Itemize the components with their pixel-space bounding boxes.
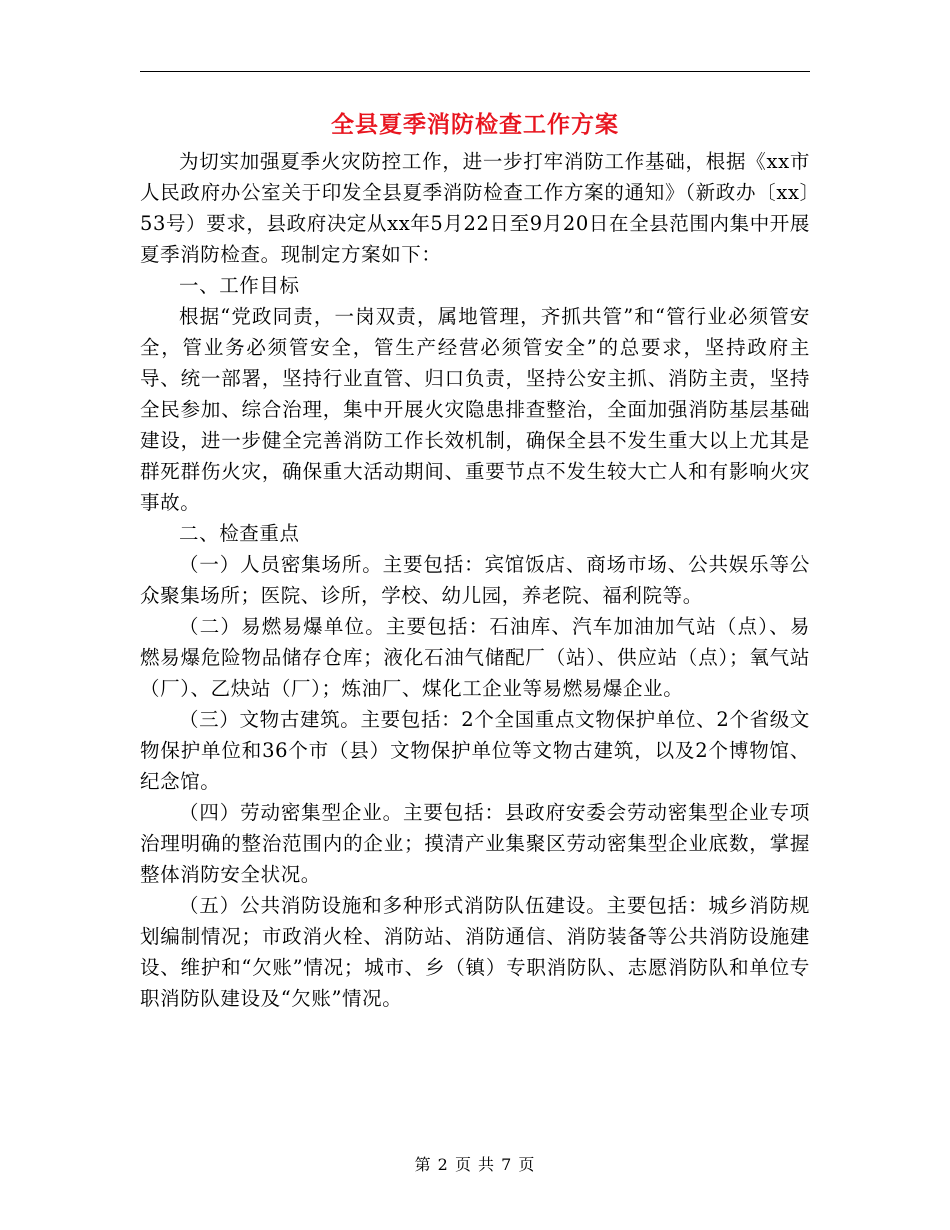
focus-item-5: （五）公共消防设施和多种形式消防队伍建设。主要包括：城乡消防规划编制情况；市政消火栓、消防站、消防通信、消防装备等公共消防设施建设、维护和“欠账”情况；城市、乡（镇）专职消防队、志愿消防队和单位专职消防队建设及“欠账”情况。 [140,894,810,1010]
goals-paragraph: 根据“党政同责，一岗双责，属地管理，齐抓共管”和“管行业必须管安全，管业务必须管安全，管生产经营必须管安全”的总要求，坚持政府主导、统一部署，坚持行业直管、归口负责，坚持公安主抓、消防主责，坚持全民参加、综合治理，集中开展火灾隐患排查整治，全面加强消防基层基础建设，进一步健全完善消防工作长效机制，确保全县不发生重大以上尤其是群死群伤火灾，确保重大活动期间、重要节点不发生较大亡人和有影响火灾事故。 [140,305,810,514]
section-heading-goals: 一、工作目标 [179,274,300,297]
focus-item-4: （四）劳动密集型企业。主要包括：县政府安委会劳动密集型企业专项治理明确的整治范围内的企业；摸清产业集聚区劳动密集型企业底数，掌握整体消防安全状况。 [140,801,810,886]
section-heading-focus: 二、检查重点 [179,522,300,545]
document-title: 全县夏季消防检查工作方案 [331,111,619,138]
document-body [140,146,810,1014]
focus-item-3: （三）文物古建筑。主要包括：2个全国重点文物保护单位、2个省级文物保护单位和36个市（县）文物保护单位等文物古建筑，以及2个博物馆、纪念馆。 [140,708,810,793]
page-number-footer: 第 2 页 共 7 页 [414,1155,536,1174]
intro-paragraph: 为切实加强夏季火灾防控工作，进一步打牢消防工作基础，根据《xx市人民政府办公室关于印发全县夏季消防检查工作方案的通知》（新政办〔xx〕53号）要求，县政府决定从xx年5月22日至9月20日在全县范围内集中开展夏季消防检查。现制定方案如下： [140,150,810,266]
focus-item-1: （一）人员密集场所。主要包括：宾馆饭店、商场市场、公共娱乐等公众聚集场所；医院、诊所，学校、幼儿园，养老院、福利院等。 [140,553,810,607]
focus-item-2: （二）易燃易爆单位。主要包括：石油库、汽车加油加气站（点）、易燃易爆危险物品储存仓库；液化石油气储配厂（站）、供应站（点）；氧气站（厂）、乙炔站（厂）；炼油厂、煤化工企业等易燃易爆企业。 [140,615,810,700]
header-rule [140,71,810,72]
